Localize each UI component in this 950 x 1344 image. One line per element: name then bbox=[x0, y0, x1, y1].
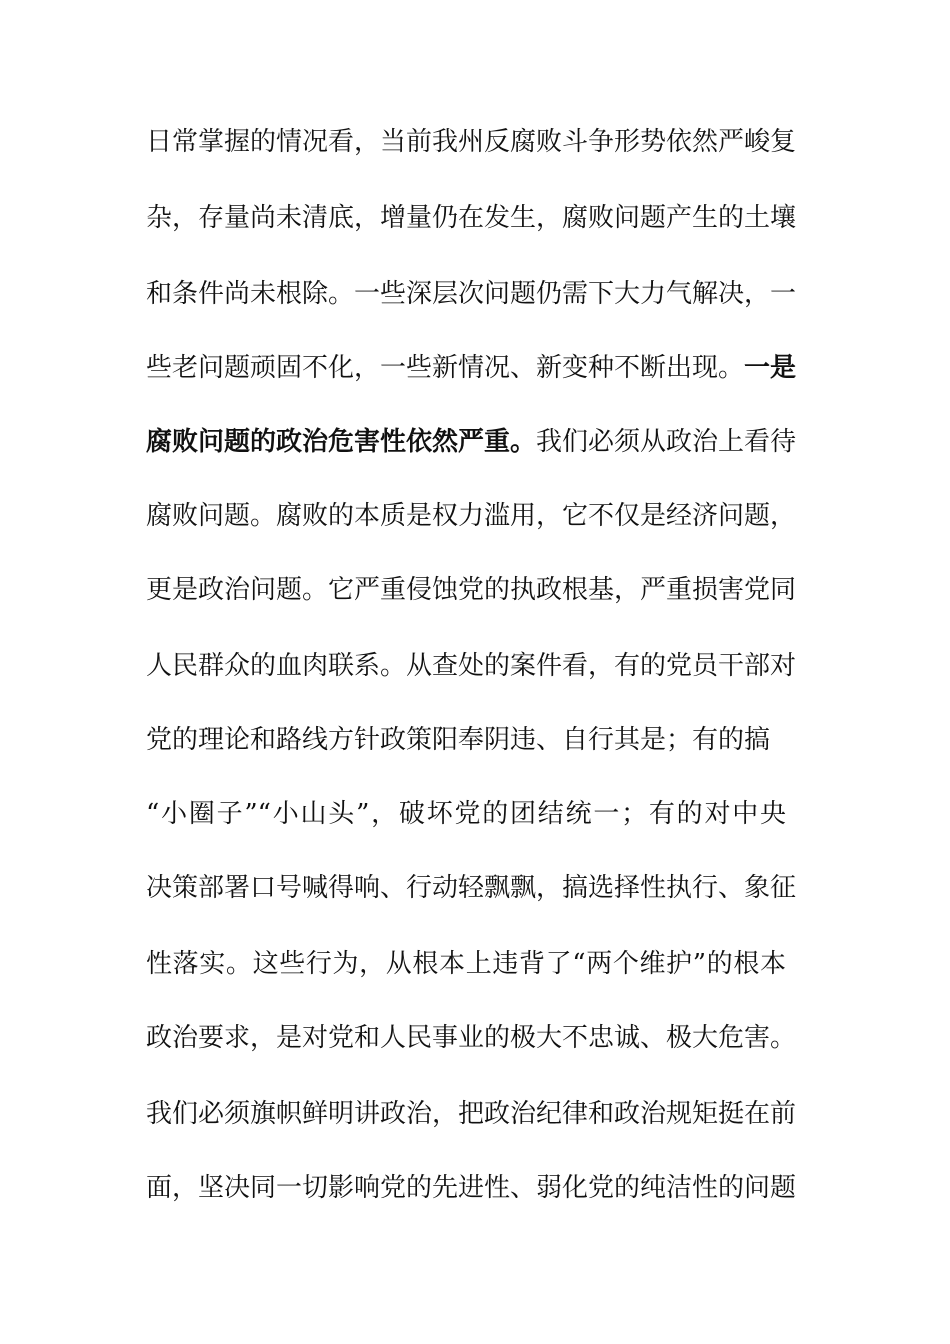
text-segment: 党的理论和路线方针政策阳奉阴违、自行其是；有的搞 bbox=[146, 725, 771, 755]
text-segment: 决策部署口号喊得响、行动轻飘飘，搞选择性执行、象征 bbox=[146, 873, 797, 903]
text-line-7 bbox=[146, 570, 797, 610]
text-segment: 我们必须旗帜鲜明讲政治，把政治纪律和政治规矩挺在前 bbox=[146, 1099, 797, 1129]
text-segment: 和条件尚未根除。一些深层次问题仍需下大力气解决，一 bbox=[146, 279, 797, 309]
bold-heading-segment: 一是 bbox=[744, 353, 797, 383]
text-segment: 日常掌握的情况看，当前我州反腐败斗争形势依然严峻复 bbox=[146, 127, 797, 157]
text-line-10 bbox=[146, 794, 786, 834]
text-segment: 政治要求，是对党和人民事业的极大不忠诚、极大危害。 bbox=[146, 1023, 797, 1053]
text-line-15 bbox=[146, 1168, 797, 1208]
text-segment: 人民群众的血肉联系。从查处的案件看，有的党员干部对 bbox=[146, 651, 797, 681]
text-line-5 bbox=[146, 422, 797, 462]
text-line-3 bbox=[146, 274, 797, 314]
text-line-12 bbox=[146, 944, 786, 984]
text-segment: “小圈子”“小山头”，破坏党的团结统一；有的对中央 bbox=[146, 799, 786, 829]
text-segment: 些老问题顽固不化，一些新情况、新变种不断出现。 bbox=[146, 353, 745, 383]
text-line-2 bbox=[146, 198, 797, 238]
text-segment: 腐败问题。腐败的本质是权力滥用，它不仅是经济问题， bbox=[146, 501, 797, 531]
text-line-1 bbox=[146, 122, 797, 162]
text-segment: 杂，存量尚未清底，增量仍在发生，腐败问题产生的土壤 bbox=[146, 203, 797, 233]
text-segment: 更是政治问题。它严重侵蚀党的执政根基，严重损害党同 bbox=[146, 575, 797, 605]
text-line-13 bbox=[146, 1018, 797, 1058]
text-segment: 性落实。这些行为，从根本上违背了“两个维护”的根本 bbox=[146, 949, 786, 979]
text-segment: 面，坚决同一切影响党的先进性、弱化党的纯洁性的问题 bbox=[146, 1173, 797, 1203]
text-segment: 我们必须从政治上看待 bbox=[536, 427, 797, 457]
bold-heading-segment: 腐败问题的政治危害性依然严重。 bbox=[146, 427, 537, 457]
text-line-4 bbox=[146, 348, 797, 388]
text-line-11 bbox=[146, 868, 797, 908]
text-line-8 bbox=[146, 646, 797, 686]
text-line-6 bbox=[146, 496, 797, 536]
text-line-9 bbox=[146, 720, 786, 760]
text-line-14 bbox=[146, 1094, 797, 1134]
